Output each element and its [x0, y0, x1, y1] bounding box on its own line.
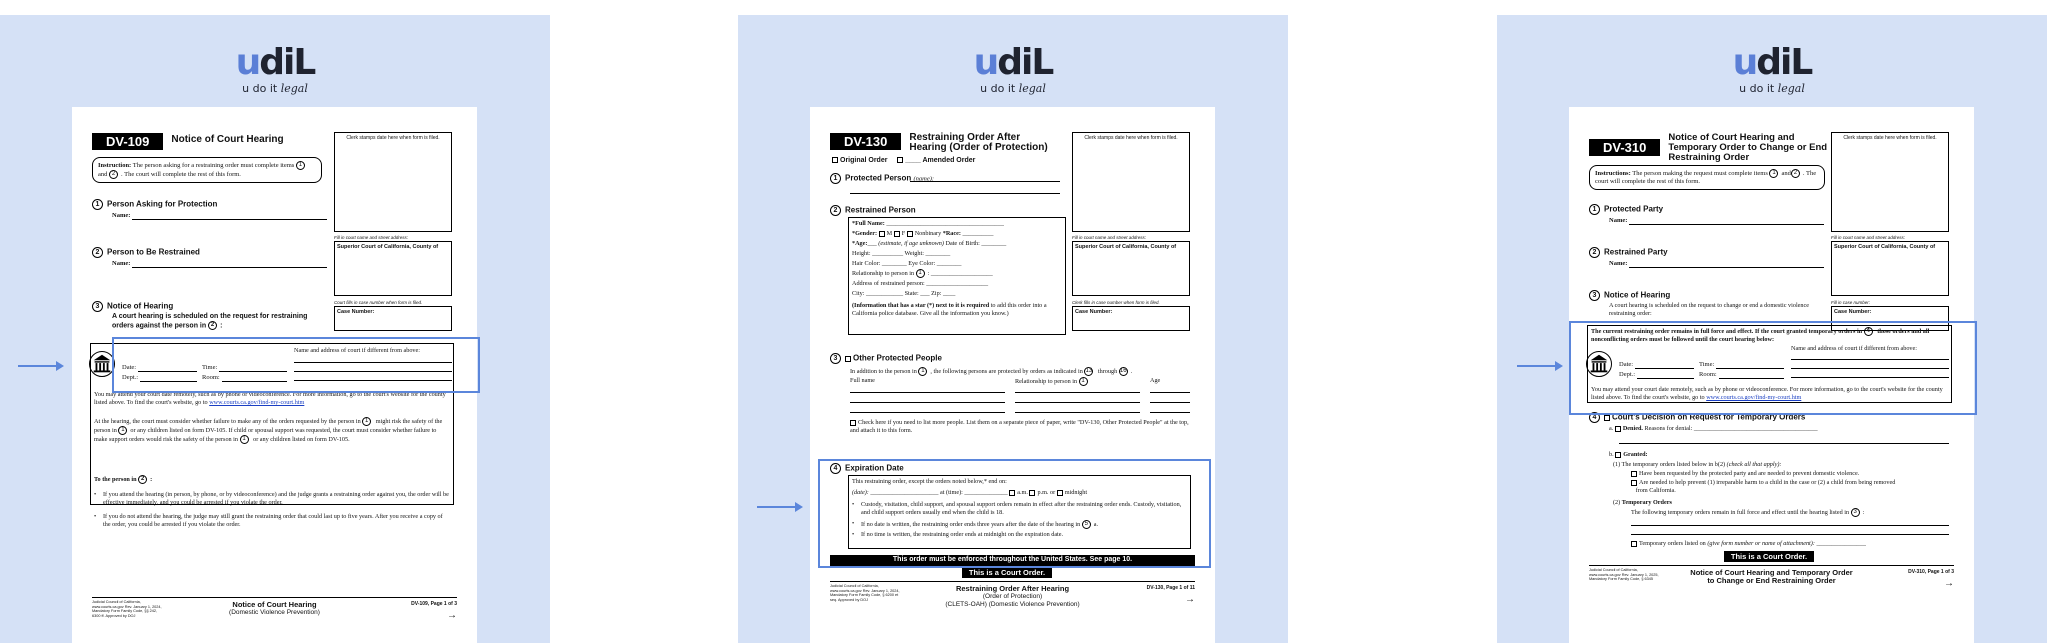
name-field[interactable]: Name:: [1609, 260, 1824, 268]
time-field[interactable]: Time:: [1699, 361, 1784, 369]
form-title: Notice of Court Hearing: [171, 134, 284, 145]
case-caption: Fill in case number:: [1831, 300, 1871, 305]
more-people-checkbox[interactable]: [850, 420, 856, 426]
arrow-right-icon: [18, 365, 62, 367]
to-person-heading: To the person in 2 :: [94, 475, 153, 483]
court-name-box: Superior Court of California, County of: [334, 241, 452, 296]
entry-line: [850, 412, 1005, 413]
footer-page: DV-109, Page 1 of 3: [411, 601, 457, 607]
entry-line: [1015, 412, 1140, 413]
form-footer: [1589, 565, 1954, 605]
section-2-heading: 2 Restrained Person: [830, 205, 916, 216]
expiration-bullet-custody: • Custody, visitation, child support, and spousal support orders remain in effect after the restraining order ends. Custody, visitation, and child support orders usually end when the child is 18.: [852, 501, 1187, 517]
denied-checkbox[interactable]: [1615, 426, 1621, 432]
highlight-box: [818, 459, 1211, 568]
section-1-heading: 1 Protected Person (name):: [830, 173, 934, 184]
name-field[interactable]: Name:: [112, 212, 327, 220]
section-2-heading: 2 Restrained Party: [1589, 247, 1668, 258]
name-field[interactable]: Name:: [112, 260, 327, 268]
form-number: DV-310: [1589, 139, 1660, 156]
remote-paragraph: You may attend your court date remotely, such as by phone or videoconference. For more information, go to the court's website for the county listed above. To find the court's website, go to www.courts.ca.gov/find-my-court.htm: [1591, 386, 1943, 401]
granted-item-2: (2) Temporary Orders: [1613, 499, 1672, 506]
check-more-note: Check here if you need to list more people. List them on a separate piece of paper, write "DV-130, Other Protected People" at the top, and attach it to this form.: [850, 419, 1189, 434]
footer-source: Judicial Council of California, www.courts.ca.gov Rev. January 1, 2024, Mandatory Form Family Code, § 6200 et seq. Approved by DOJ: [830, 584, 900, 602]
case-number-box: Case Number:: [1072, 306, 1190, 331]
other-protected-intro: In addition to the person in 1 , the following persons are protected by orders as indicated in 13 through 16 .: [850, 367, 1133, 375]
next-page-arrow-icon: →: [447, 610, 457, 621]
footer-title: Restraining Order After Hearing (Order of Protection) (CLETS-OAH) (Domestic Violence Prevention): [945, 584, 1080, 608]
form-header: [830, 133, 1049, 153]
remote-paragraph: You may attend your court date remotely, such as by phone or videoconference. For more information, go to the court's website for the county listed above. To find the court's website, go to www.courts.ca.gov/find-my-court.htm: [94, 391, 446, 406]
other-protected-checkbox[interactable]: [845, 356, 851, 362]
case-number-box: Case Number:: [334, 306, 452, 331]
highlight-box: [112, 337, 480, 393]
column-full-name: Full name: [850, 377, 875, 384]
court-caption: Fill in court name and street address:: [1831, 235, 1906, 240]
instruction-box: Instruction: The person asking for a restraining order must complete items 1and 2 . The court will complete the rest of this form.: [92, 157, 322, 183]
denied-row: a. Denied. Reasons for denial: ________________________________________: [1609, 425, 1818, 432]
next-page-arrow-icon: →: [1944, 578, 1954, 589]
form-header: [1589, 133, 1833, 163]
footer-source: Judicial Council of California, www.courts.ca.gov Rev. January 1, 2024, Mandatory Form Family Code, §§ 242, 6300 ff. Approved by DOJ: [92, 600, 162, 618]
granted-row: b. Granted:: [1609, 451, 1648, 458]
section-4-heading: 4 Court's Decision on Request for Temporary Orders: [1589, 412, 1805, 423]
find-court-link[interactable]: www.courts.ca.gov/find-my-court.htm: [209, 399, 305, 406]
date-field[interactable]: Date:: [1619, 361, 1694, 369]
case-caption: Court fills in case number when form is filed.: [334, 300, 423, 305]
star-note: (Information that has a star (*) next to it is required to add this order into a California police database. Give all the information you know.): [852, 302, 1047, 317]
form-number: DV-130: [830, 133, 901, 150]
entry-line: [1015, 402, 1140, 403]
column-relationship: Relationship to person in 1: [1015, 377, 1091, 386]
entry-line: [1150, 392, 1190, 393]
footer-title: Notice of Court Hearing and Temporary Order to Change or End Restraining Order: [1690, 568, 1853, 585]
udil-logo: udiL u do it legal: [973, 42, 1053, 95]
column-age: Age: [1150, 377, 1161, 384]
temporary-attachment: Temporary orders listed on (give form number or name of attachment): ________________: [1631, 540, 1949, 548]
expiration-date-row: (date): ______________________ at (time): ______________ a.m. p.m. or midnight: [852, 489, 1088, 496]
section-2-heading: 2 Person to Be Restrained: [92, 247, 200, 258]
highlight-box: [1569, 321, 1977, 415]
order-type-checkboxes: Original Order ____ Amended Order: [832, 157, 975, 165]
footer-page: DV-130, Page 1 of 11: [1146, 585, 1195, 591]
room-field[interactable]: Room:: [1699, 371, 1784, 379]
enforcement-banner: This order must be enforced throughout the United States. See page 10.: [830, 555, 1195, 566]
find-court-link[interactable]: www.courts.ca.gov/find-my-court.htm: [1706, 394, 1802, 401]
dept-field[interactable]: Dept.:: [1619, 371, 1694, 379]
amended-order-checkbox[interactable]: [897, 157, 903, 163]
entry-line: [850, 402, 1005, 403]
entry-line: [850, 392, 1005, 393]
entry-line: [1631, 525, 1949, 526]
room-field[interactable]: Room:: [202, 374, 287, 382]
form-footer: [92, 597, 457, 637]
entry-line: [1150, 412, 1190, 413]
court-name-box: Superior Court of California, County of: [1072, 241, 1190, 296]
restrained-fields: *Full Name: ______________________________________ *Gender: M F Nonbinary *Race: __________ *Age:___ (estimate, if age unknown) Date of Birth: ________ Height: __________ Weight: ________ Hair Color: ________ Eye Color: ________ Relationship to person in 1 : ____________________ Address of restrained person: ____________________ City: ____________ State: ___ Zip: ____: [852, 220, 1007, 297]
dept-field[interactable]: Dept.:: [122, 374, 197, 382]
court-address-label: Name and address of court if different from above:: [294, 347, 420, 354]
next-page-arrow-icon: →: [1185, 594, 1195, 605]
temporary-orders-note: The following temporary orders remain in full force and effect until the hearing listed in 3 :: [1631, 508, 1865, 516]
granted-checkbox[interactable]: [1615, 452, 1621, 458]
time-field[interactable]: Time:: [202, 364, 287, 372]
entry-line: [1015, 392, 1140, 393]
instruction-box: Instructions: The person making the request must complete items 1 and 2 . The court will complete the rest of this form.: [1589, 165, 1825, 190]
section-1-heading: 1 Protected Party: [1589, 204, 1663, 215]
case-number-box: Case Number:: [1831, 306, 1949, 331]
section-3-heading: 3 Notice of Hearing: [1589, 290, 1670, 301]
form-footer: [830, 581, 1195, 621]
granted-option-a: Have been requested by the protected party and are needed to prevent domestic violence.: [1631, 470, 1949, 478]
section-1-heading: 1 Person Asking for Protection: [92, 199, 217, 210]
arrow-right-icon: [1517, 365, 1561, 367]
granted-item-1: (1) The temporary orders listed below in b(2) (check all that apply):: [1613, 461, 1782, 468]
udil-logo: udiL u do it legal: [1732, 42, 1812, 95]
court-order-banner: This is a Court Order.: [1724, 551, 1814, 562]
expiration-intro: This restraining order, except the orders noted below,* end on:: [852, 478, 1007, 485]
court-address-label: Name and address of court if different from above:: [1791, 345, 1917, 352]
entry-line: [1150, 402, 1190, 403]
granted-option-b: Are needed to help prevent (1) irreparable harm to a child in the case or (2) a child from being removed from California.: [1631, 479, 1949, 495]
court-caption: Fill in court name and street address:: [334, 235, 409, 240]
clerk-stamp-box: Clerk stamps date here when form is filed.: [1072, 132, 1190, 232]
section-3-heading: 3 Notice of Hearing: [92, 301, 173, 312]
document-preview-dv109[interactable]: [0, 15, 550, 643]
clerk-stamp-box: Clerk stamps date here when form is filed.: [334, 132, 452, 232]
name-line: [910, 181, 1060, 182]
expiration-bullet-notime: • If no time is written, the restraining order ends at midnight on the expiration date.: [852, 531, 1187, 539]
section-4-heading: 4 Expiration Date: [830, 463, 904, 474]
form-number: DV-109: [92, 133, 163, 150]
expiration-bullet-nodate: • If no date is written, the restraining order ends three years after the date of the hearing in 5 a.: [852, 520, 1187, 529]
footer-source: Judicial Council of California, www.courts.ca.gov Rev. January 1, 2025, Mandatory Form Family Code, § 6345: [1589, 568, 1659, 581]
bullet-attend: • If you attend the hearing (in person, by phone, or by videoconference) and the judge grants a restraining order against you, the order will be effective immediately, and you could be arrested if you violate the order.: [94, 491, 450, 507]
entry-line: [1619, 443, 1949, 444]
case-caption: Clerk fills in case number when form is filed.: [1072, 300, 1160, 305]
udil-logo: udiL u do it legal: [235, 42, 315, 95]
court-name-box: Superior Court of California, County of: [1831, 241, 1949, 296]
footer-page: DV-310, Page 1 of 3: [1908, 569, 1954, 575]
bullet-not-attend: • If you do not attend the hearing, the judge may still grant the restraining order that could last up to five years. After you receive a copy of the order, you could be arrested if you violate the order.: [94, 513, 450, 529]
entry-line: [1631, 534, 1949, 535]
name-field[interactable]: Name:: [1609, 217, 1824, 225]
name-line: [850, 193, 1060, 194]
footer-title: Notice of Court Hearing (Domestic Violence Prevention): [229, 600, 320, 616]
form-header: [92, 133, 284, 150]
arrow-right-icon: [757, 506, 801, 508]
date-field[interactable]: Date:: [122, 364, 197, 372]
hearing-paragraph: At the hearing, the court must consider whether failure to make any of the orders requested by the person in 1 might risk the safety of the person in 1 or any children listed on form DV-105. If child or spousal support was requested, the court must consider whether failure to make support orders would risk the safety of the person in 1 or any children listed on form DV-105.: [94, 417, 443, 443]
original-order-checkbox[interactable]: [832, 157, 838, 163]
section-3-heading: 3 Other Protected People: [830, 353, 942, 364]
form-title: Restraining Order After Hearing (Order of Protection): [909, 132, 1048, 153]
hearing-intro: A court hearing is scheduled on the request to change or end a domestic violence restraining order:: [1609, 302, 1810, 317]
form-title: Notice of Court Hearing and Temporary Order to Change or End Restraining Order: [1668, 132, 1828, 163]
court-caption: Fill in court name and street address:: [1072, 235, 1147, 240]
document-preview-dv130[interactable]: [738, 15, 1288, 643]
court-order-banner: This is a Court Order.: [962, 567, 1052, 578]
current-order-note: The current restraining order remains in full force and effect. If the court granted temporary orders in 4 those orders and all nonconflicting orders must be followed until the court hearing below:: [1591, 327, 1930, 343]
clerk-stamp-box: Clerk stamps date here when form is filed.: [1831, 132, 1949, 232]
hearing-subtitle: A court hearing is scheduled on the request for restraining orders against the person in 2 :: [112, 313, 308, 330]
document-preview-dv310[interactable]: [1497, 15, 2047, 643]
